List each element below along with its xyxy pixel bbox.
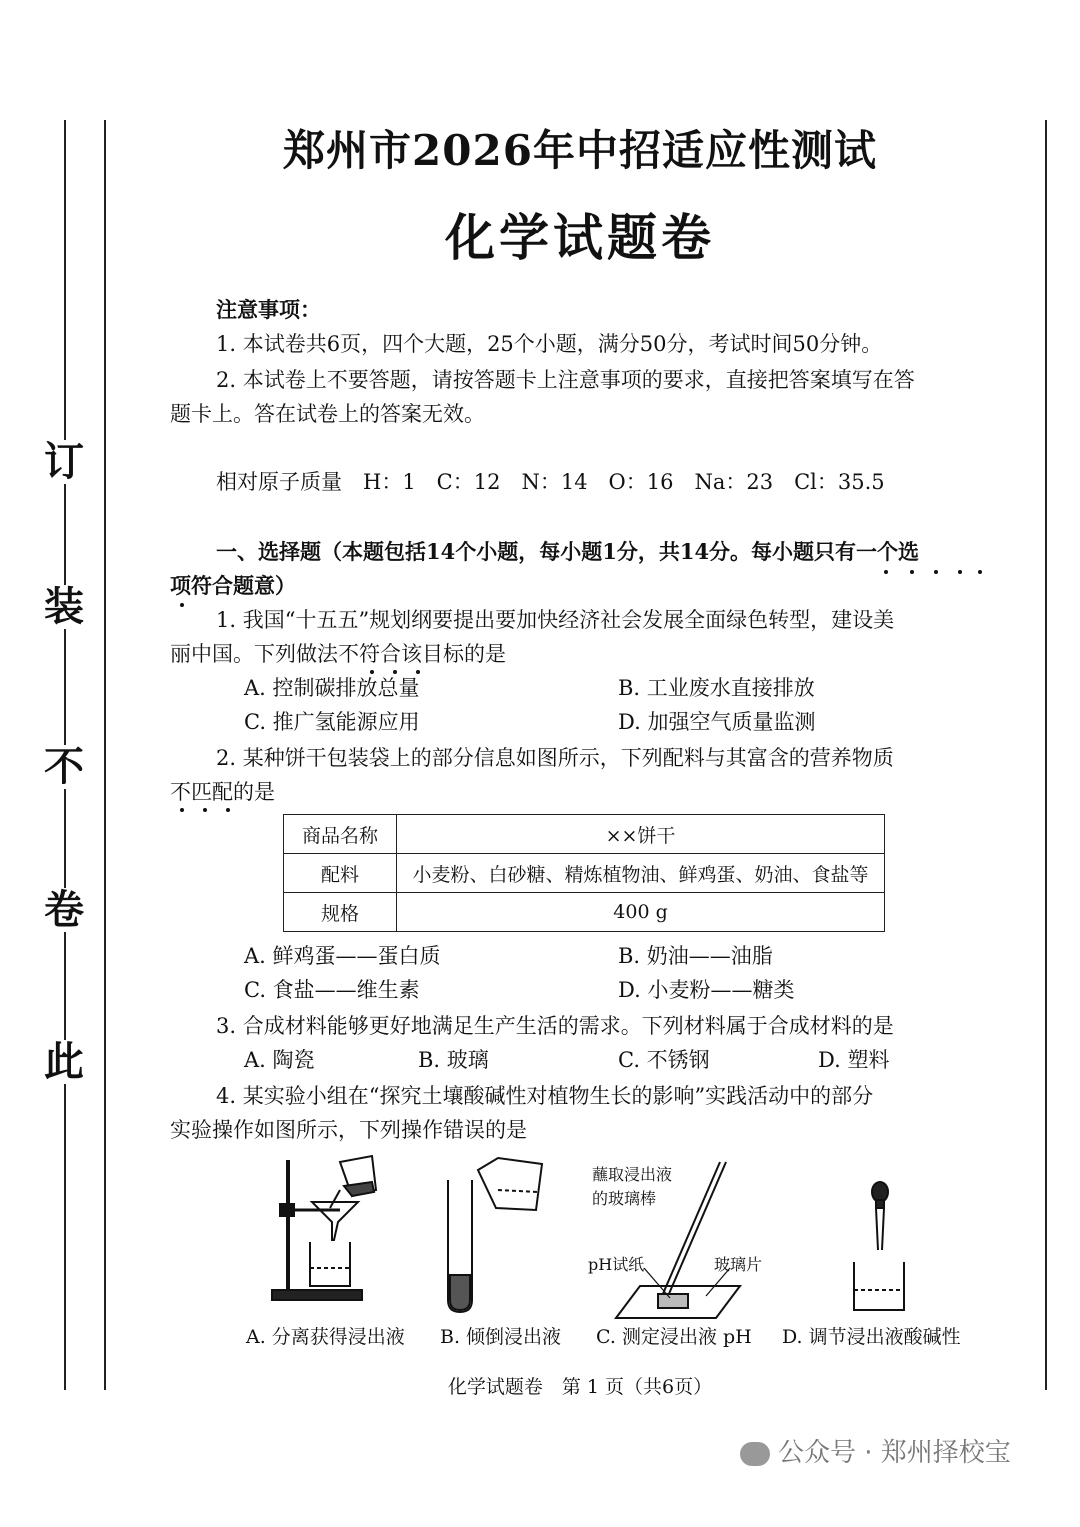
emphasis-dot (978, 570, 982, 574)
q3-stem: 3. 合成材料能够更好地满足生产生活的需求。下列材料属于合成材料的是 (216, 1014, 894, 1038)
q2-option-b: B. 奶油——油脂 (618, 944, 773, 968)
emphasis-dot (884, 570, 888, 574)
table-row (284, 893, 885, 932)
binding-char-3: 不 (44, 744, 84, 790)
section1-heading-line1: 一、选择题（本题包括14个小题，每小题1分，共14分。每小题只有一个选 (216, 539, 920, 564)
table-cell-label: 规格 (284, 893, 397, 932)
table-cell-value: 小麦粉、白砂糖、精炼植物油、鲜鸡蛋、奶油、食盐等 (397, 854, 885, 893)
page-border-right (1045, 120, 1047, 1390)
dropper-beaker-figure (854, 1182, 904, 1310)
table-row (284, 815, 885, 854)
notes-item-2-line1: 2. 本试卷上不要答题，请按答题卡上注意事项的要求，直接把答案填写在答 (216, 368, 915, 392)
q2-option-c: C. 食盐——维生素 (244, 978, 420, 1002)
q1-option-a: A. 控制碳排放总量 (244, 676, 420, 700)
table-cell-value: 400 g (397, 893, 885, 932)
watermark (740, 1432, 1011, 1469)
table-row (284, 854, 885, 893)
q4-label-ph-paper: pH试纸 (588, 1255, 645, 1274)
emphasis-dot (203, 808, 207, 812)
wechat-icon (740, 1442, 770, 1466)
q4-option-b: B. 倾倒浸出液 (440, 1326, 562, 1348)
q1-stem-line1: 1. 我国“十五五”规划纲要提出要加快经济社会发展全面绿色转型，建设美 (216, 608, 895, 632)
table-cell-label: 商品名称 (284, 815, 397, 854)
q3-option-b: B. 玻璃 (418, 1048, 489, 1072)
table-cell-label: 配料 (284, 854, 397, 893)
q2-option-d: D. 小麦粉——糖类 (618, 978, 795, 1002)
q2-option-a: A. 鲜鸡蛋——蛋白质 (244, 944, 441, 968)
emphasis-dot (180, 808, 184, 812)
filtration-apparatus-figure (272, 1156, 376, 1300)
q1-stem-line2: 丽中国。下列做法不符合该目标的是 (170, 642, 506, 666)
product-info-table (283, 814, 885, 932)
exam-subtitle: 化学试题卷 (445, 209, 715, 267)
emphasis-dot (958, 570, 962, 574)
binding-line-right (104, 120, 106, 1390)
atomic-masses: 相对原子质量 H：1 C：12 N：14 O：16 Na：23 Cl：35.5 (216, 470, 885, 494)
emphasis-dot (934, 570, 938, 574)
q3-option-d: D. 塑料 (818, 1048, 890, 1072)
section1-heading-line2: 项符合题意） (170, 573, 296, 598)
q2-stem-line1: 2. 某种饼干包装袋上的部分信息如图所示，下列配料与其富含的营养物质 (216, 746, 894, 770)
q4-option-d: D. 调节浸出液酸碱性 (782, 1326, 961, 1348)
watermark-text: 公众号 · 郑州择校宝 (778, 1438, 1011, 1468)
emphasis-dot (910, 570, 914, 574)
binding-char-2: 卷 (44, 887, 84, 933)
q4-option-c: C. 测定浸出液 pH (596, 1326, 752, 1348)
page-footer: 化学试题卷 第 1 页（共6页） (447, 1376, 713, 1398)
q4-label-rod-line2: 的玻璃棒 (592, 1189, 657, 1208)
q4-option-a: A. 分离获得浸出液 (246, 1326, 405, 1348)
notes-item-1: 1. 本试卷共6页，四个大题，25个小题，满分50分，考试时间50分钟。 (216, 332, 883, 356)
exam-title: 郑州市2026年中招适应性测试 (283, 126, 877, 175)
binding-char-5: 订 (44, 439, 84, 485)
binding-char-4: 装 (44, 584, 84, 630)
q4-stem-line2: 实验操作如图所示，下列操作错误的是 (170, 1118, 527, 1142)
q3-option-a: A. 陶瓷 (244, 1048, 315, 1072)
emphasis-dot (180, 603, 184, 607)
q1-option-b: B. 工业废水直接排放 (618, 676, 815, 700)
notes-heading: 注意事项： (216, 297, 321, 322)
q4-stem-line1: 4. 某实验小组在“探究土壤酸碱性对植物生长的影响”实践活动中的部分 (216, 1084, 874, 1108)
q1-option-c: C. 推广氢能源应用 (244, 710, 420, 734)
q2-stem-line2: 不匹配的是 (170, 780, 275, 804)
table-cell-value: ××饼干 (397, 815, 885, 854)
emphasis-dot (226, 808, 230, 812)
pouring-figure (448, 1158, 542, 1312)
notes-item-2-line2: 题卡上。答在试卷上的答案无效。 (170, 402, 485, 426)
q3-option-c: C. 不锈钢 (618, 1048, 710, 1072)
binding-char-1: 此 (44, 1039, 84, 1085)
q1-option-d: D. 加强空气质量监测 (618, 710, 816, 734)
q4-label-glass-slide: 玻璃片 (714, 1255, 763, 1274)
q4-label-rod-line1: 蘸取浸出液 (592, 1165, 673, 1184)
